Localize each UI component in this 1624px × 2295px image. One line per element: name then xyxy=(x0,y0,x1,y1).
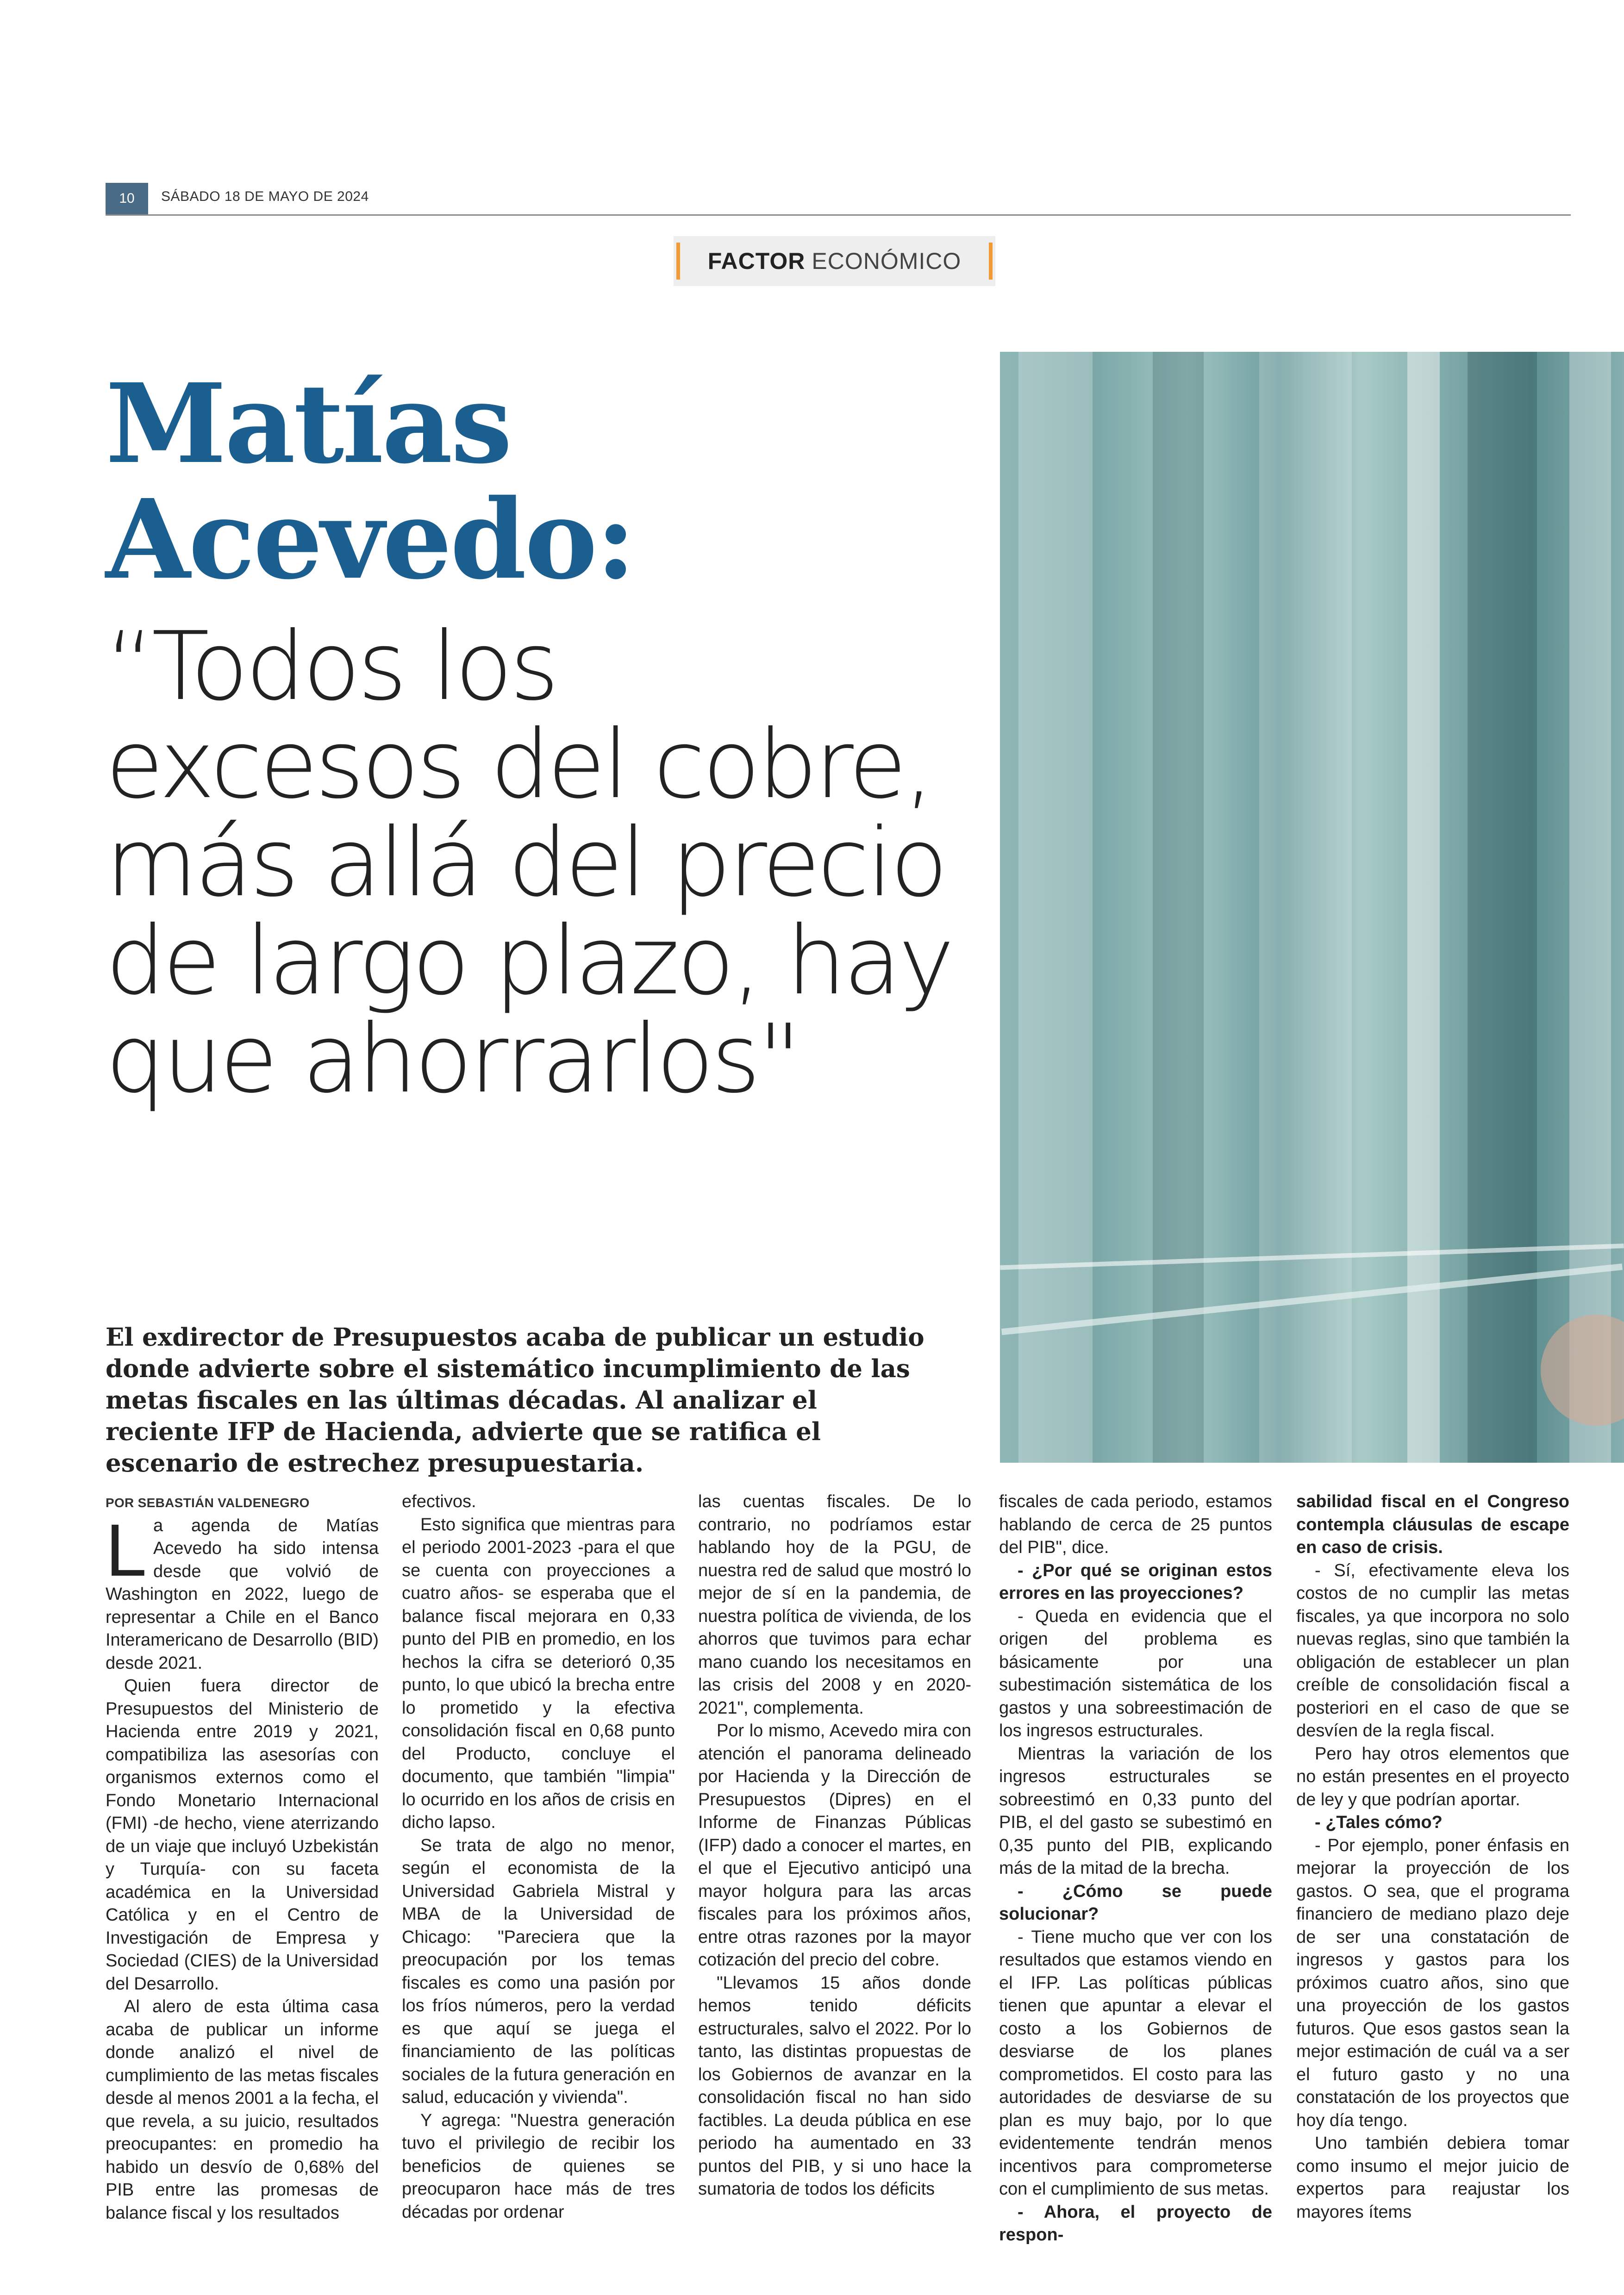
article-column-3 xyxy=(698,1491,971,2201)
headline-quote-line: excesos del cobre, xyxy=(106,710,931,820)
body-paragraph: Mientras la variación de los ingresos estructurales se sobreestimó en 0,33 punto del PIB, el del gasto se subestimó en 0,35 punto del PIB, explicando más de la mitad de la brecha. xyxy=(999,1744,1272,1878)
photo-glass-band xyxy=(1018,352,1093,1463)
headline-name-line: Acevedo: xyxy=(106,475,634,604)
interview-question: - ¿Cómo se puede solucionar? xyxy=(999,1881,1272,1924)
byline: POR SEBASTIÁN VALDENEGRO xyxy=(106,1496,310,1510)
headline-quote xyxy=(106,612,1008,1114)
headline-name xyxy=(106,359,1008,604)
article-column-2 xyxy=(402,1491,675,2224)
drop-cap: L xyxy=(106,1508,147,1591)
body-text: a agenda de Matías Acevedo ha sido intensa desde que volvió de Washington en 2022, luego de representar a Chile en el Banco Interamericano de Desarrollo (BID) desde 2021. xyxy=(106,1515,379,1673)
lead-paragraph: El exdirector de Presupuestos acaba de publicar un estudio donde advierte sobre el sistemático incumplimiento de las metas fiscales en las últimas décadas. Al analizar el reciente IFP de Hacienda, advierte que se ratifica el escenario de estrechez presupuestaria. xyxy=(106,1323,924,1478)
body-paragraph: las cuentas fiscales. De lo contrario, no podríamos estar hablando hoy de la PGU, de nuestra red de salud que mostró lo mejor de sí en la pandemia, de nuestra política de vivienda, de los ahorros que tuvimos para echar mano cuando los necesitamos en las crisis del 2008 y en 2020-2021", complementa. xyxy=(698,1492,971,1718)
interview-answer: - Sí, efectivamente eleva los costos de no cumplir las metas fiscales, ya que incorpora no solo nuevas reglas, sino que también la obligación de establecer un plan creíble de consolidación fiscal a posteriori en el caso de que se desvíen de la regla fiscal. xyxy=(1296,1560,1569,1740)
interview-answer: - Queda en evidencia que el origen del problema es básicamente por una subestimación sistemática de los gastos y una sobreestimación de los ingresos estructurales. xyxy=(999,1606,1272,1740)
headline-name-line: Matías xyxy=(106,359,511,488)
photo-glass-band xyxy=(1468,352,1537,1463)
headline-quote-line: “Todos los xyxy=(106,612,556,722)
headline-quote-line: de largo plazo, hay xyxy=(106,906,952,1016)
issue-date: SÁBADO 18 DE MAYO DE 2024 xyxy=(161,189,369,204)
article-column-1 xyxy=(106,1491,379,2225)
body-paragraph: efectivos. xyxy=(402,1492,476,1511)
interview-answer: - Tiene mucho que ver con los resultados que estamos viendo en el IFP. Las políticas públicas tienen que apuntar a elevar el costo a los Gobiernos de desviarse de los planes comprometidos. El costo para las autoridades de desviarse de su plan es muy bajo, por lo que evidentemente tendrán menos incentivos para comprometerse con el cumplimiento de sus metas. xyxy=(999,1927,1272,2199)
body-paragraph: Quien fuera director de Presupuestos del Ministerio de Hacienda entre 2019 y 2021, compatibiliza las asesorías con organismos externos como el Fondo Monetario Internacional (FMI) -de hecho, viene aterrizando de un viaje que incluyó Uzbekistán y Turquía- con su faceta académica en la Universidad Católica y en el Centro de Investigación de Empresa y Sociedad (CIES) de la Universidad del Desarrollo. xyxy=(106,1676,379,1994)
photo-glass-band xyxy=(1569,352,1611,1463)
section-label-light: ECONÓMICO xyxy=(812,248,962,274)
body-paragraph: Uno también debiera tomar como insumo el mejor juicio de expertos para reajustar los mayores ítems xyxy=(1296,2133,1569,2222)
photo-glass-band xyxy=(1407,352,1440,1463)
interview-question: - ¿Tales cómo? xyxy=(1315,1813,1443,1832)
photo-hand xyxy=(1541,1315,1624,1426)
body-paragraph: Y agrega: "Nuestra generación tuvo el privilegio de recibir los beneficios de quienes se preocuparon hace más de tres décadas por ordenar xyxy=(402,2110,675,2222)
body-paragraph: "Llevamos 15 años donde hemos tenido déficits estructurales, salvo el 2022. Por lo tanto, las distintas propuestas de los Gobiernos de avanzar en la consolidación fiscal no han sido factibles. La deuda pública en ese periodo ha aumentado en 33 puntos del PIB, y si uno hace la sumatoria de todos los déficits xyxy=(698,1973,971,2199)
body-paragraph: Por lo mismo, Acevedo mira con atención el panorama delineado por Hacienda y la Dirección de Presupuestos (Dipres) en el Informe de Finanzas Públicas (IFP) dado a conocer el martes, en el que el Ejecutivo anticipó una mayor holgura para las arcas fiscales para los próximos años, entre otras razones por la mayor cotización del precio del cobre. xyxy=(698,1721,971,1970)
photo-glass-band xyxy=(1153,352,1204,1463)
page-number: 10 xyxy=(106,183,148,214)
body-paragraph: fiscales de cada periodo, estamos hablando de cerca de 25 puntos del PIB", dice. xyxy=(999,1492,1272,1557)
article-column-5 xyxy=(1296,1491,1569,2224)
body-paragraph: Esto significa que mientras para el periodo 2001-2023 -para el que se cuenta con proyecciones a cuatro años- se esperaba que el balance fiscal mejorara en 0,33 punto del PIB en promedio, en los hechos la cifra se deterioró 0,35 punto, lo que ubicó la brecha entre lo prometido y la efectiva consolidación fiscal en 0,68 punto del Producto, concluye el documento, que también "limpia" lo ocurrido en los años de crisis en dicho lapso. xyxy=(402,1515,675,1832)
header-rule xyxy=(106,214,1571,216)
interview-question: - ¿Por qué se originan estos errores en las proyecciones? xyxy=(999,1560,1272,1603)
body-paragraph: Pero hay otros elementos que no están presentes en el proyecto de ley y que podrían aportar. xyxy=(1296,1744,1569,1809)
body-paragraph: Al alero de esta última casa acaba de publicar un informe donde analizó el nivel de cumplimiento de las metas fiscales desde al menos 2001 a la fecha, el que revela, a su juicio, resultados preocupantes: en promedio ha habido un desvío de 0,68% del PIB entre las promesas de balance fiscal y los resultados xyxy=(106,1997,379,2223)
headline-quote-line: que ahorrarlos" xyxy=(106,1004,799,1114)
section-bar-left xyxy=(676,243,680,280)
article-photo xyxy=(1000,352,1624,1463)
interview-question: - Ahora, el proyecto de respon- xyxy=(999,2202,1272,2245)
section-label xyxy=(674,236,995,286)
headline-quote-line: más allá del precio xyxy=(106,808,945,918)
section-label-bold: FACTOR xyxy=(707,248,806,274)
body-paragraph: Se trata de algo no menor, según el economista de la Universidad Gabriela Mistral y MBA de la Universidad de Chicago: "Pareciera que la preocupación por los temas fiscales es como una pasión por los fríos números, pero la verdad es que aquí se juega el financiamiento de las políticas sociales de la futura generación en salud, educación y vivienda". xyxy=(402,1835,675,2107)
article-column-4 xyxy=(999,1491,1272,2247)
section-bar-right xyxy=(989,243,993,280)
interview-question: sabilidad fiscal en el Congreso contempla cláusulas de escape en caso de crisis. xyxy=(1296,1492,1569,1557)
body-paragraph xyxy=(106,1508,379,1675)
interview-answer: - Por ejemplo, poner énfasis en mejorar la proyección de los gastos. O sea, que el programa financiero de mediano plazo deje de ser una constatación de ingresos y gastos para los próximos cuatro años, sino que una proyección de los gastos futuros. Que esos gastos sean la mejor estimación de cuál va a ser el futuro gasto y no una constatación de los proyectos que hoy día tengo. xyxy=(1296,1835,1569,2130)
